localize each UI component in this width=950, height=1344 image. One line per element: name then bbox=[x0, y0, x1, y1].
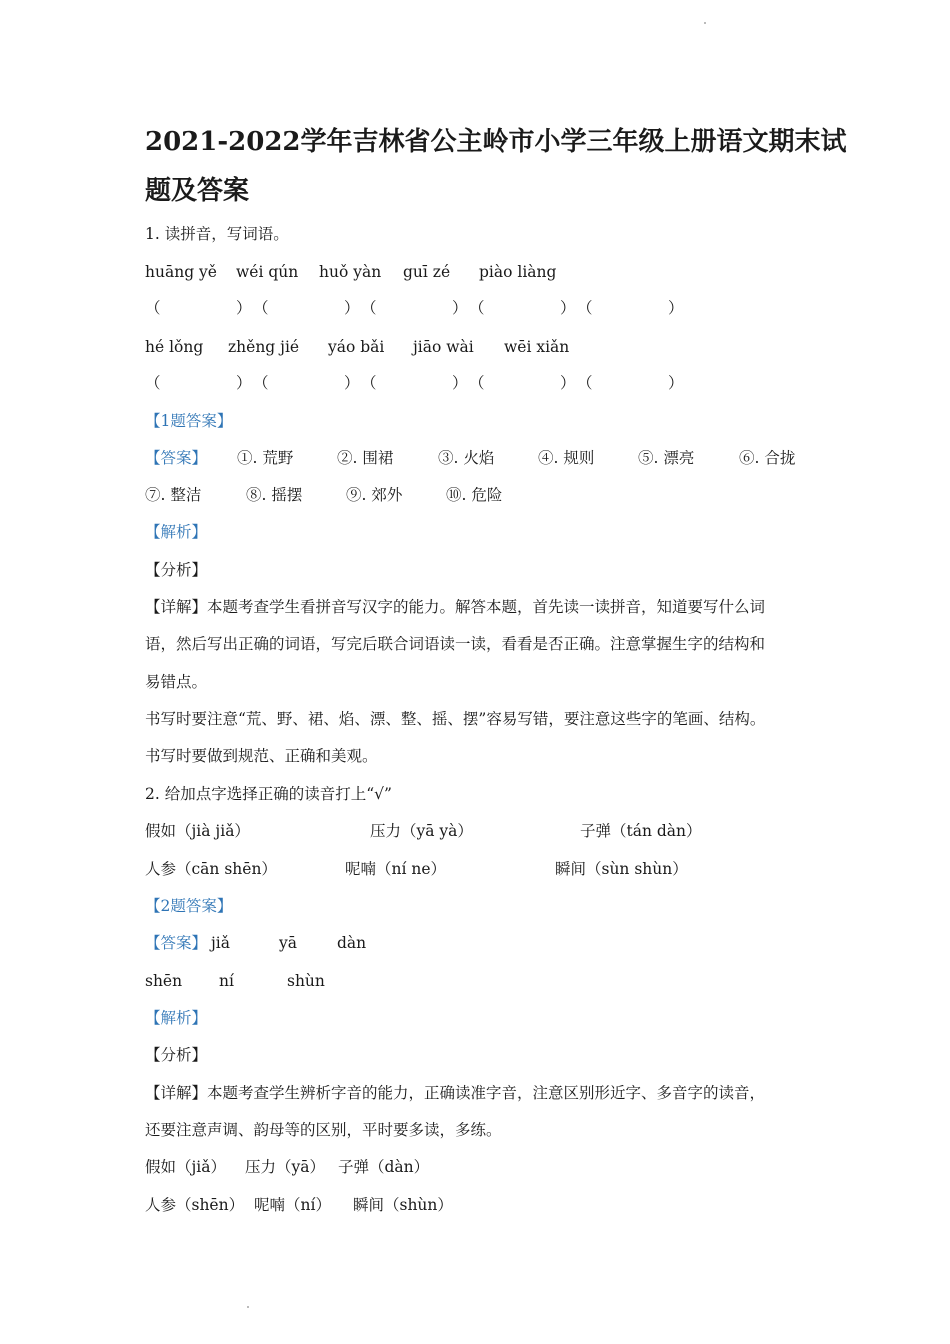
pinyin-item: zhěng jié bbox=[228, 338, 300, 356]
blank-close: ） bbox=[560, 374, 576, 392]
q1-detail-line: 语，然后写出正确的词语，写完后联合词语读一读，看看是否正确。注意掌握生字的结构和 bbox=[145, 635, 766, 653]
final-item: 瞬间（shùn） bbox=[353, 1196, 453, 1214]
pinyin-item: wēi xiǎn bbox=[504, 338, 570, 356]
option-item: 子弹（tán dàn） bbox=[580, 822, 702, 840]
final-item: 假如（jiǎ） bbox=[145, 1158, 227, 1176]
q1-detail-line: 【详解】本题考查学生看拼音写汉字的能力。解答本题，首先读一读拼音，知道要写什么词 bbox=[145, 598, 766, 616]
q1-fenxi: 【分析】 bbox=[145, 561, 208, 579]
answer-item: ⑩. 危险 bbox=[446, 486, 503, 504]
blank-close: ） bbox=[344, 299, 360, 317]
blank-close: ） bbox=[560, 299, 576, 317]
final-item: 人参（shēn） bbox=[145, 1196, 245, 1214]
pinyin-item: piào liàng bbox=[479, 263, 557, 281]
blank-close: ） bbox=[236, 374, 252, 392]
blank-close: ） bbox=[236, 299, 252, 317]
blank-open: （ bbox=[145, 299, 161, 317]
q1-detail-line: 易错点。 bbox=[145, 673, 208, 691]
q2-analysis-tag: 【解析】 bbox=[145, 1009, 208, 1027]
q2-answer-header: 【2题答案】 bbox=[145, 897, 233, 915]
option-item: 呢喃（ní ne） bbox=[345, 860, 447, 878]
q1-detail-line: 书写时要做到规范、正确和美观。 bbox=[145, 747, 378, 765]
blank-open: （ bbox=[361, 299, 377, 317]
blank-open: （ bbox=[253, 299, 269, 317]
decorative-dot bbox=[704, 22, 706, 24]
blank-open: （ bbox=[469, 299, 485, 317]
blank-open: （ bbox=[577, 299, 593, 317]
option-item: 压力（yā yà） bbox=[370, 822, 473, 840]
blank-open: （ bbox=[145, 374, 161, 392]
final-item: 压力（yā） bbox=[245, 1158, 325, 1176]
answer-item: ③. 火焰 bbox=[438, 449, 495, 467]
pinyin-item: jiāo wài bbox=[413, 338, 474, 356]
blank-open: （ bbox=[253, 374, 269, 392]
pinyin-item: yáo bǎi bbox=[328, 338, 385, 356]
pinyin-item: huāng yě bbox=[145, 263, 217, 281]
q1-analysis-tag: 【解析】 bbox=[145, 523, 208, 541]
q1-detail-line: 书写时要注意“荒、野、裙、焰、漂、整、摇、摆”容易写错，要注意这些字的笔画、结构。 bbox=[145, 710, 766, 728]
answer-item: ①. 荒野 bbox=[237, 449, 294, 467]
option-item: 人参（cān shēn） bbox=[145, 860, 277, 878]
pinyin-item: wéi qún bbox=[236, 263, 299, 281]
option-item: 瞬间（sùn shùn） bbox=[555, 860, 688, 878]
q2-prompt: 2. 给加点字选择正确的读音打上“√” bbox=[145, 785, 392, 803]
answer-item: jiǎ bbox=[211, 934, 231, 952]
blank-open: （ bbox=[469, 374, 485, 392]
final-item: 子弹（dàn） bbox=[338, 1158, 430, 1176]
answer-item: ④. 规则 bbox=[538, 449, 595, 467]
blank-close: ） bbox=[344, 374, 360, 392]
answer-tag: 【答案】 bbox=[145, 449, 208, 467]
blank-close: ） bbox=[452, 299, 468, 317]
title-line-1: 2021-2022学年吉林省公主岭市小学三年级上册语文期末试 bbox=[145, 127, 847, 157]
answer-item: ⑤. 漂亮 bbox=[638, 449, 695, 467]
decorative-dot bbox=[247, 1306, 249, 1308]
answer-item: ②. 围裙 bbox=[337, 449, 394, 467]
final-item: 呢喃（ní） bbox=[254, 1196, 331, 1214]
answer-item: shēn bbox=[145, 972, 183, 990]
q2-fenxi: 【分析】 bbox=[145, 1046, 208, 1064]
q1-prompt: 1. 读拼音，写词语。 bbox=[145, 225, 289, 243]
blank-open: （ bbox=[361, 374, 377, 392]
answer-item: dàn bbox=[337, 934, 367, 952]
q2-detail-line: 【详解】本题考查学生辨析字音的能力，正确读准字音，注意区别形近字、多音字的读音， bbox=[145, 1084, 766, 1102]
title-line-2: 题及答案 bbox=[145, 176, 250, 206]
pinyin-item: hé lǒng bbox=[145, 338, 204, 356]
option-item: 假如（jià jiǎ） bbox=[145, 822, 250, 840]
blank-close: ） bbox=[452, 374, 468, 392]
blank-open: （ bbox=[577, 374, 593, 392]
q2-detail-line: 还要注意声调、韵母等的区别，平时要多读，多练。 bbox=[145, 1121, 502, 1139]
answer-item: ⑨. 郊外 bbox=[346, 486, 403, 504]
answer-item: ⑦. 整洁 bbox=[145, 486, 202, 504]
pinyin-item: guī zé bbox=[403, 263, 451, 281]
answer-item: shùn bbox=[287, 972, 325, 990]
answer-item: ⑥. 合拢 bbox=[739, 449, 796, 467]
answer-item: ⑧. 摇摆 bbox=[246, 486, 303, 504]
blank-close: ） bbox=[668, 299, 684, 317]
answer-item: ní bbox=[219, 972, 234, 990]
answer-tag: 【答案】 bbox=[145, 934, 208, 952]
answer-item: yā bbox=[279, 934, 297, 952]
blank-close: ） bbox=[668, 374, 684, 392]
q1-answer-header: 【1题答案】 bbox=[145, 412, 233, 430]
pinyin-item: huǒ yàn bbox=[319, 263, 382, 281]
